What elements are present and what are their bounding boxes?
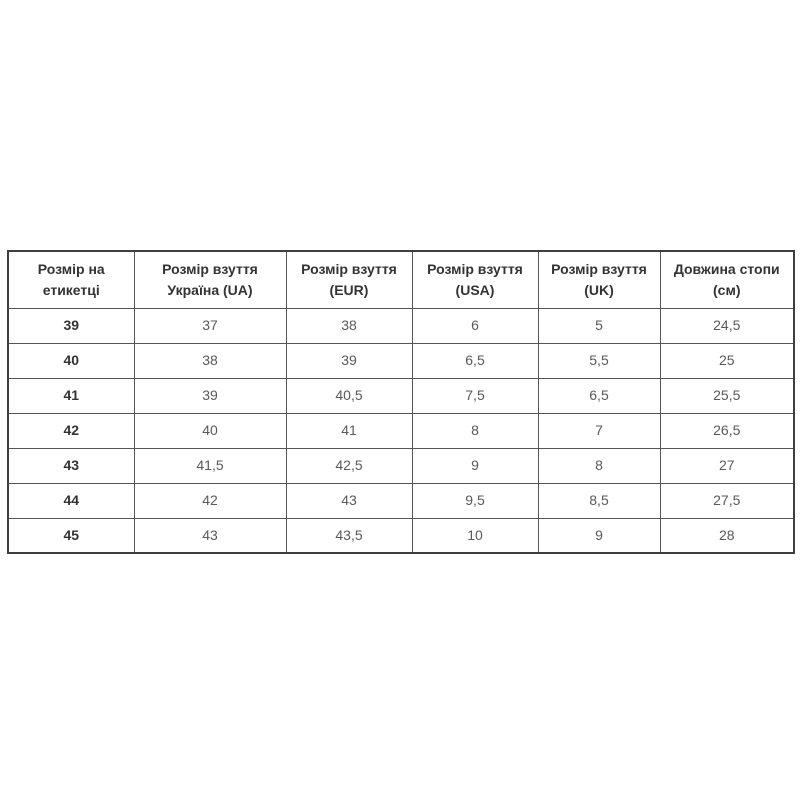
row-label-cell: 42: [8, 413, 134, 448]
value-cell: 9: [412, 448, 538, 483]
value-cell: 6: [412, 308, 538, 343]
table-row: [8, 483, 794, 518]
value-cell: 43: [134, 518, 286, 553]
value-cell: 28: [660, 518, 794, 553]
row-label-cell: 44: [8, 483, 134, 518]
table-row: [8, 308, 794, 343]
value-cell: 10: [412, 518, 538, 553]
table-header-row: [8, 251, 794, 308]
table-row: [8, 378, 794, 413]
column-header: Довжина стопи (см): [660, 251, 794, 308]
value-cell: 42: [134, 483, 286, 518]
value-cell: 6,5: [538, 378, 660, 413]
value-cell: 40: [134, 413, 286, 448]
value-cell: 5,5: [538, 343, 660, 378]
size-conversion-table-container: [7, 250, 793, 554]
value-cell: 25: [660, 343, 794, 378]
value-cell: 39: [134, 378, 286, 413]
table-row: [8, 343, 794, 378]
value-cell: 7: [538, 413, 660, 448]
value-cell: 27,5: [660, 483, 794, 518]
value-cell: 5: [538, 308, 660, 343]
value-cell: 25,5: [660, 378, 794, 413]
row-label-cell: 45: [8, 518, 134, 553]
shoe-size-conversion-table: [7, 250, 795, 554]
value-cell: 40,5: [286, 378, 412, 413]
value-cell: 39: [286, 343, 412, 378]
column-header: Розмір взуття Україна (UA): [134, 251, 286, 308]
table-row: [8, 413, 794, 448]
value-cell: 38: [134, 343, 286, 378]
row-label-cell: 43: [8, 448, 134, 483]
value-cell: 8,5: [538, 483, 660, 518]
column-header: Розмір на етикетці: [8, 251, 134, 308]
value-cell: 8: [538, 448, 660, 483]
value-cell: 24,5: [660, 308, 794, 343]
value-cell: 9,5: [412, 483, 538, 518]
value-cell: 38: [286, 308, 412, 343]
value-cell: 27: [660, 448, 794, 483]
column-header: Розмір взуття (USA): [412, 251, 538, 308]
column-header: Розмір взуття (EUR): [286, 251, 412, 308]
row-label-cell: 39: [8, 308, 134, 343]
table-row: [8, 518, 794, 553]
value-cell: 9: [538, 518, 660, 553]
value-cell: 42,5: [286, 448, 412, 483]
value-cell: 37: [134, 308, 286, 343]
value-cell: 8: [412, 413, 538, 448]
row-label-cell: 41: [8, 378, 134, 413]
value-cell: 7,5: [412, 378, 538, 413]
row-label-cell: 40: [8, 343, 134, 378]
value-cell: 41: [286, 413, 412, 448]
value-cell: 43: [286, 483, 412, 518]
table-row: [8, 448, 794, 483]
value-cell: 43,5: [286, 518, 412, 553]
value-cell: 26,5: [660, 413, 794, 448]
value-cell: 41,5: [134, 448, 286, 483]
column-header: Розмір взуття (UK): [538, 251, 660, 308]
value-cell: 6,5: [412, 343, 538, 378]
